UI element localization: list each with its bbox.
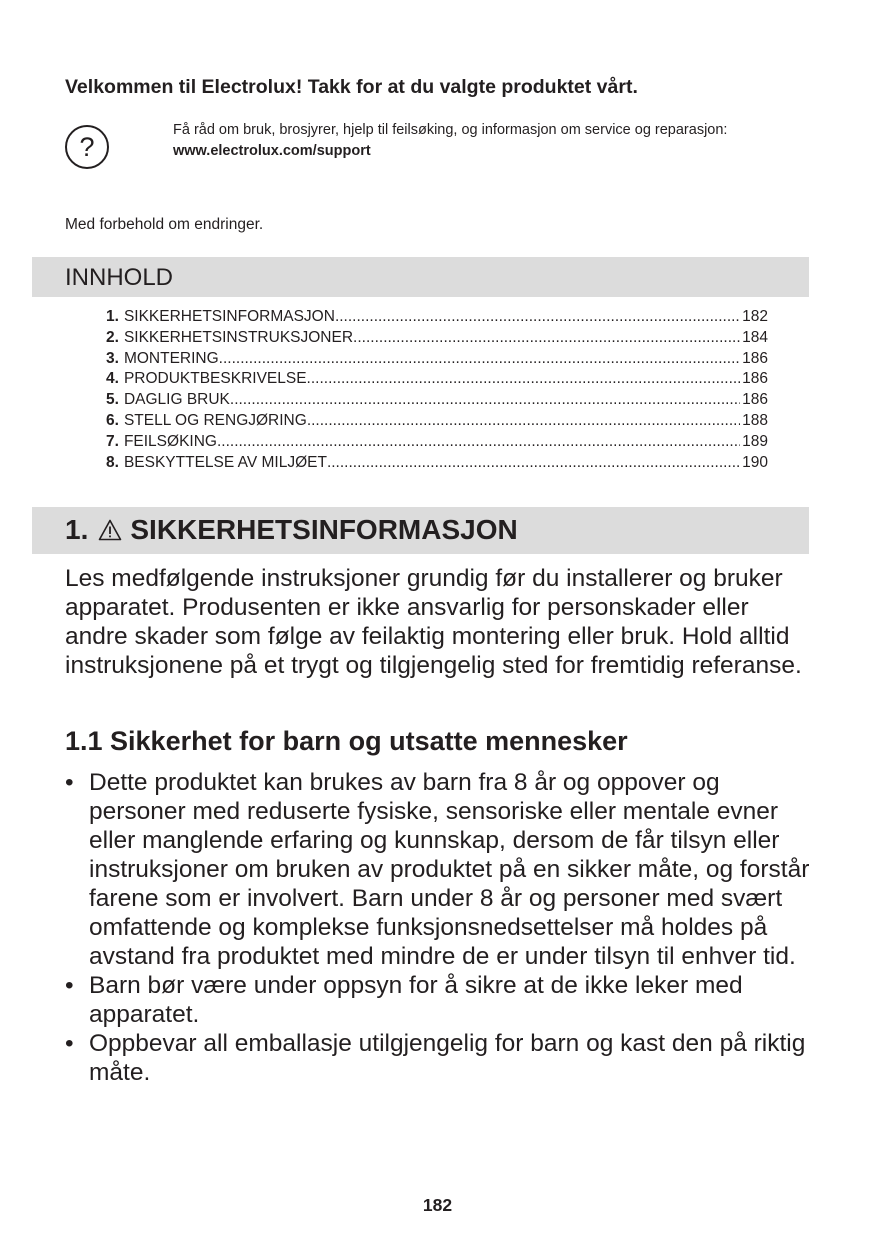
toc-item-number: 7. xyxy=(106,432,119,450)
list-item xyxy=(65,971,810,1029)
toc-item-label: BESKYTTELSE AV MILJØET xyxy=(123,453,327,471)
toc-item[interactable] xyxy=(106,369,768,390)
toc-item-page: 186 xyxy=(742,391,768,409)
toc-item-label: SIKKERHETSINSTRUKSJONER xyxy=(123,328,354,346)
toc-item-number: 1. xyxy=(106,308,119,325)
toc-leader-dots xyxy=(327,453,740,474)
toc-item-number: 3. xyxy=(106,349,119,367)
toc-item-label: MONTERING xyxy=(123,349,219,367)
toc-leader-dots xyxy=(353,328,740,349)
toc-item[interactable] xyxy=(106,390,768,411)
toc-item-number: 4. xyxy=(106,370,119,388)
toc-item-page: 186 xyxy=(742,349,768,367)
subsection-heading: 1.1 Sikkerhet for barn og utsatte mennesker xyxy=(65,726,628,756)
toc-leader-dots xyxy=(307,411,740,432)
toc-item-label: FEILSØKING xyxy=(123,432,217,450)
toc-title: INNHOLD xyxy=(65,264,174,291)
toc-item-page: 189 xyxy=(742,432,768,450)
toc-item-number: 6. xyxy=(106,411,119,429)
list-item xyxy=(65,1029,810,1087)
list-item-text: Dette produktet kan brukes av barn fra 8 år og oppover og personer med reduserte fysiske, sensoriske eller mentale evner eller manglende erfaring og kunnskap, dersom de får tilsyn eller instruksjoner om bruken av produktet på en sikker måte, og forstår farene som er involvert. Barn under 8 år og personer med svært omfattende og komplekse funksjonsnedsettelser må holdes på avstand fra produktet med mindre de er under tilsyn til enhver tid. xyxy=(89,769,810,970)
toc-item-page: 188 xyxy=(742,411,768,429)
toc-leader-dots xyxy=(217,432,740,453)
toc-leader-dots xyxy=(230,390,740,411)
page-number: 182 xyxy=(422,1195,453,1215)
toc-item[interactable] xyxy=(106,349,768,370)
toc-leader-dots xyxy=(219,349,740,370)
support-text: Få råd om bruk, brosjyrer, hjelp til feilsøking, og informasjon om service og reparasjon: xyxy=(173,122,728,138)
toc-leader-dots xyxy=(335,307,740,328)
toc-item-label: PRODUKTBESKRIVELSE xyxy=(123,370,307,388)
bullet-icon: • xyxy=(65,769,74,796)
section-number: 1. xyxy=(65,514,89,545)
svg-text:?: ? xyxy=(79,132,95,162)
table-of-contents xyxy=(106,307,768,473)
toc-item-label: DAGLIG BRUK xyxy=(123,391,230,409)
toc-leader-dots xyxy=(307,369,741,390)
support-info xyxy=(173,120,773,161)
toc-item[interactable] xyxy=(106,432,768,453)
toc-header-band xyxy=(32,257,809,297)
section-title-text: SIKKERHETSINFORMASJON xyxy=(130,514,518,545)
toc-item-label: SIKKERHETSINFORMASJON xyxy=(123,308,335,325)
section-title xyxy=(65,514,518,546)
list-item-text: Barn bør være under oppsyn for å sikre at de ikke leker med apparatet. xyxy=(89,972,743,1028)
toc-item[interactable] xyxy=(106,307,768,328)
section-intro-paragraph: Les medfølgende instruksjoner grundig før du installerer og bruker apparatet. Produsenten er ikke ansvarlig for personskader eller andre skader som følge av feilaktig montering eller bruk. Hold alltid instruksjonene på et trygt og tilgjengelig sted for fremtidig referanse. xyxy=(65,565,802,679)
list-item-text: Oppbevar all emballasje utilgjengelig for barn og kast den på riktig måte. xyxy=(89,1030,806,1086)
section-header-band xyxy=(32,507,809,554)
toc-item-number: 5. xyxy=(106,391,119,409)
welcome-heading: Velkommen til Electrolux! Takk for at du valgte produktet vårt. xyxy=(65,76,638,98)
change-notice: Med forbehold om endringer. xyxy=(65,216,264,233)
warning-triangle-icon xyxy=(98,519,122,541)
question-mark-icon xyxy=(64,124,110,170)
toc-item-number: 2. xyxy=(106,328,119,346)
support-link[interactable]: www.electrolux.com/support xyxy=(173,142,371,159)
bullet-icon: • xyxy=(65,1030,74,1057)
toc-item-page: 184 xyxy=(742,328,768,346)
safety-bullet-list xyxy=(65,768,810,1087)
toc-item-page: 190 xyxy=(742,453,768,471)
toc-item-label: STELL OG RENGJØRING xyxy=(123,411,307,429)
toc-item[interactable] xyxy=(106,453,768,474)
list-item xyxy=(65,768,810,971)
toc-item-page: 182 xyxy=(742,308,768,325)
toc-item-number: 8. xyxy=(106,453,119,471)
bullet-icon: • xyxy=(65,972,74,999)
toc-item[interactable] xyxy=(106,411,768,432)
toc-item-page: 186 xyxy=(742,370,768,388)
toc-item[interactable] xyxy=(106,328,768,349)
